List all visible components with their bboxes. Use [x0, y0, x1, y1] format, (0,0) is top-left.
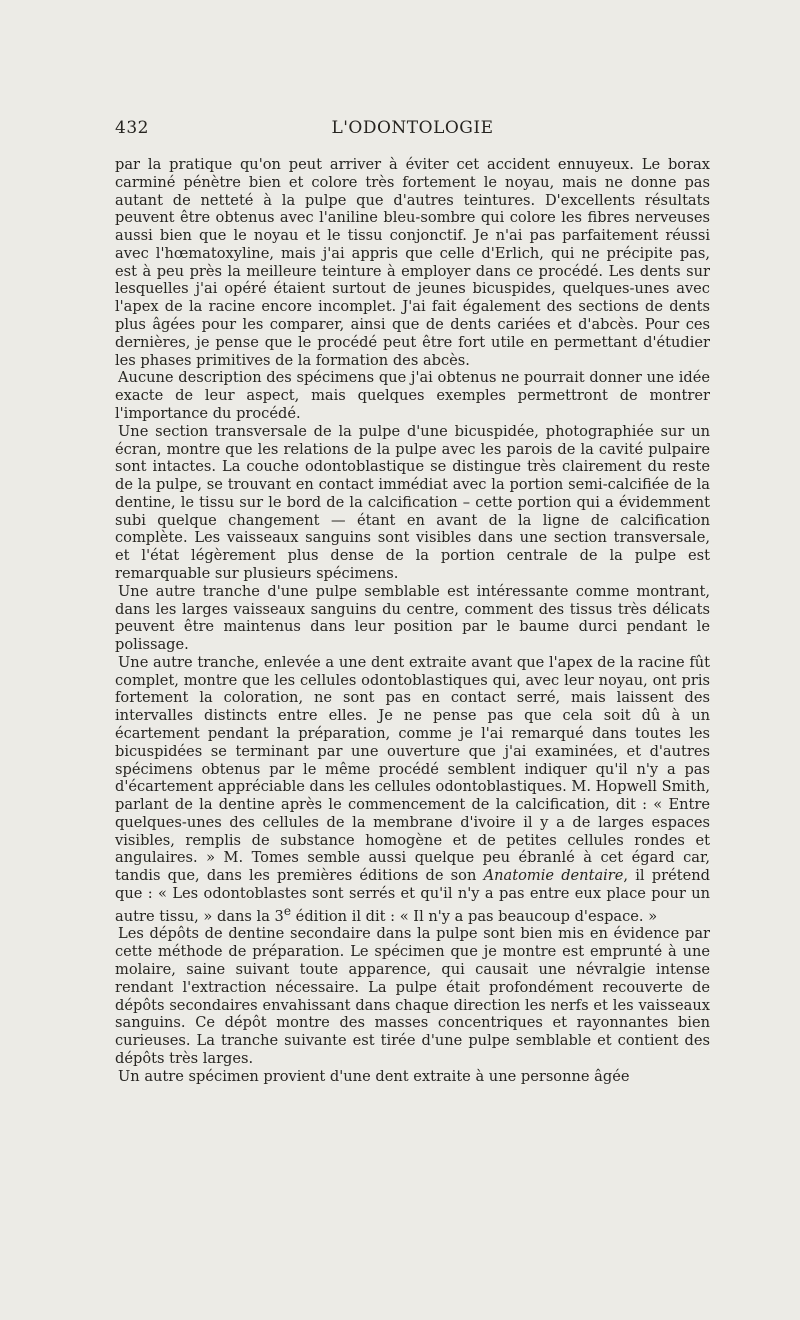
paragraph-1: par la pratique qu'on peut arriver à éviter cet accident ennuyeux. Le borax carminé pénètre bien et colore très fortement le noyau, mais ne donne pas autant de netteté à la pulpe que d'autres teintures. D'excellents résultats peuvent être obtenus avec l'aniline bleu-sombre qui colore les fibres nerveuses aussi bien que le noyau et le tissu conjonctif. Je n'ai pas parfaitement réussi avec l'hœmatoxyline, mais j'ai appris que celle d'Erlich, qui ne précipite pas, est à peu près la meilleure teinture à employer dans ce procédé. Les dents sur lesquelles j'ai opéré étaient surtout de jeunes bicuspides, quelques-unes avec l'apex de la racine encore incomplet. J'ai fait également des sections de dents plus âgées pour les comparer, ainsi que de dents cariées et d'abcès. Pour ces dernières, je pense que le procédé peut être fort utile en permettant d'étudier les phases primitives de la formation des abcès.	[115, 156, 710, 369]
paragraph-3: Une section transversale de la pulpe d'une bicuspidée, photographiée sur un écran, montre que les relations de la pulpe avec les parois de la cavité pulpaire sont intactes. La couche odontoblastique se distingue très clairement du reste de la pulpe, se trouvant en contact immédiat avec la portion semi-calcifiée de la dentine, le tissu sur le bord de la calcification – cette portion qui a évidemment subi quelque changement — étant en avant de la ligne de calcification complète. Les vaisseaux sanguins sont visibles dans une section transversale, et l'état légèrement plus dense de la portion centrale de la pulpe est remarquable sur plusieurs spécimens.	[115, 422, 710, 582]
paragraph-4: Une autre tranche d'une pulpe semblable est intéressante comme montrant, dans les larges vaisseaux sanguins du centre, comment des tissus très délicats peuvent être maintenus dans leur position par le baume durci pendant le polissage.	[115, 582, 710, 654]
paragraph-5-continuation: , il prétend que : « Les odontoblastes sont serrés et qu'il n'y a pas entre eux place pour un autre tissu, » dans la 3	[115, 867, 711, 925]
paragraph-2: Aucune description des spécimens que j'ai obtenus ne pourrait donner une idée exacte de leur aspect, mais quelques exemples permettront de montrer l'importance du procédé.	[115, 369, 710, 422]
running-title: L'ODONTOLOGIE	[331, 118, 494, 138]
page-body	[115, 156, 710, 1085]
paragraph-6: Les dépôts de dentine secondaire dans la pulpe sont bien mis en évidence par cette méthode de préparation. Le spécimen que je montre est emprunté à une molaire, saine suivant toute apparence, qui causait une névralgie intense rendant l'extraction nécessaire. La pulpe était profondément recouverte de dépôts secondaires envahissant dans chaque direction les nerfs et les vaisseaux sanguins. Ce dépôt montre des masses concentriques et rayonnantes bien curieuses. La tranche suivante est tirée d'une pulpe semblable et contient des dépôts très larges.	[115, 925, 710, 1067]
book-title: Anatomie dentaire	[483, 867, 624, 885]
paragraph-5	[115, 654, 710, 926]
paragraph-7: Un autre spécimen provient d'une dent extraite à une personne âgée	[118, 1067, 630, 1085]
paragraph-5-text: Une autre tranche, enlevée a une dent extraite avant que l'apex de la racine fût complet, montre que les cellules odontoblastiques qui, avec leur noyau, ont pris fortement la coloration, ne sont pas en contact serré, mais laissent des intervalles distincts entre elles. Je ne pense pas que cela soit dû à un écartement pendant la préparation, comme je l'ai remarqué dans toutes les bicuspidées se terminant par une ouverture que j'ai examinées, et d'autres spécimens obtenus par le même procédé semblent indiquer qu'il n'y a pas d'écartement appréciable dans les cellules odontoblastiques. M. Hopwell Smith, parlant de la dentine après le commencement de la calcification, dit : « Entre quelques-unes des cellules de la membrane d'ivoire il y a de larges espaces visibles, remplis de substance homogène et de petites cellules rondes et angulaires. » M. Tomes semble aussi quelque peu ébranlé à cet égard car, tandis que, dans les premières éditions de son	[115, 653, 710, 885]
page-number: 432	[115, 118, 149, 138]
page-header	[115, 118, 710, 146]
paragraph-5-end: édition il dit : « Il n'y a pas beaucoup d'espace. »	[291, 907, 658, 925]
edition-superscript: e	[283, 903, 292, 918]
